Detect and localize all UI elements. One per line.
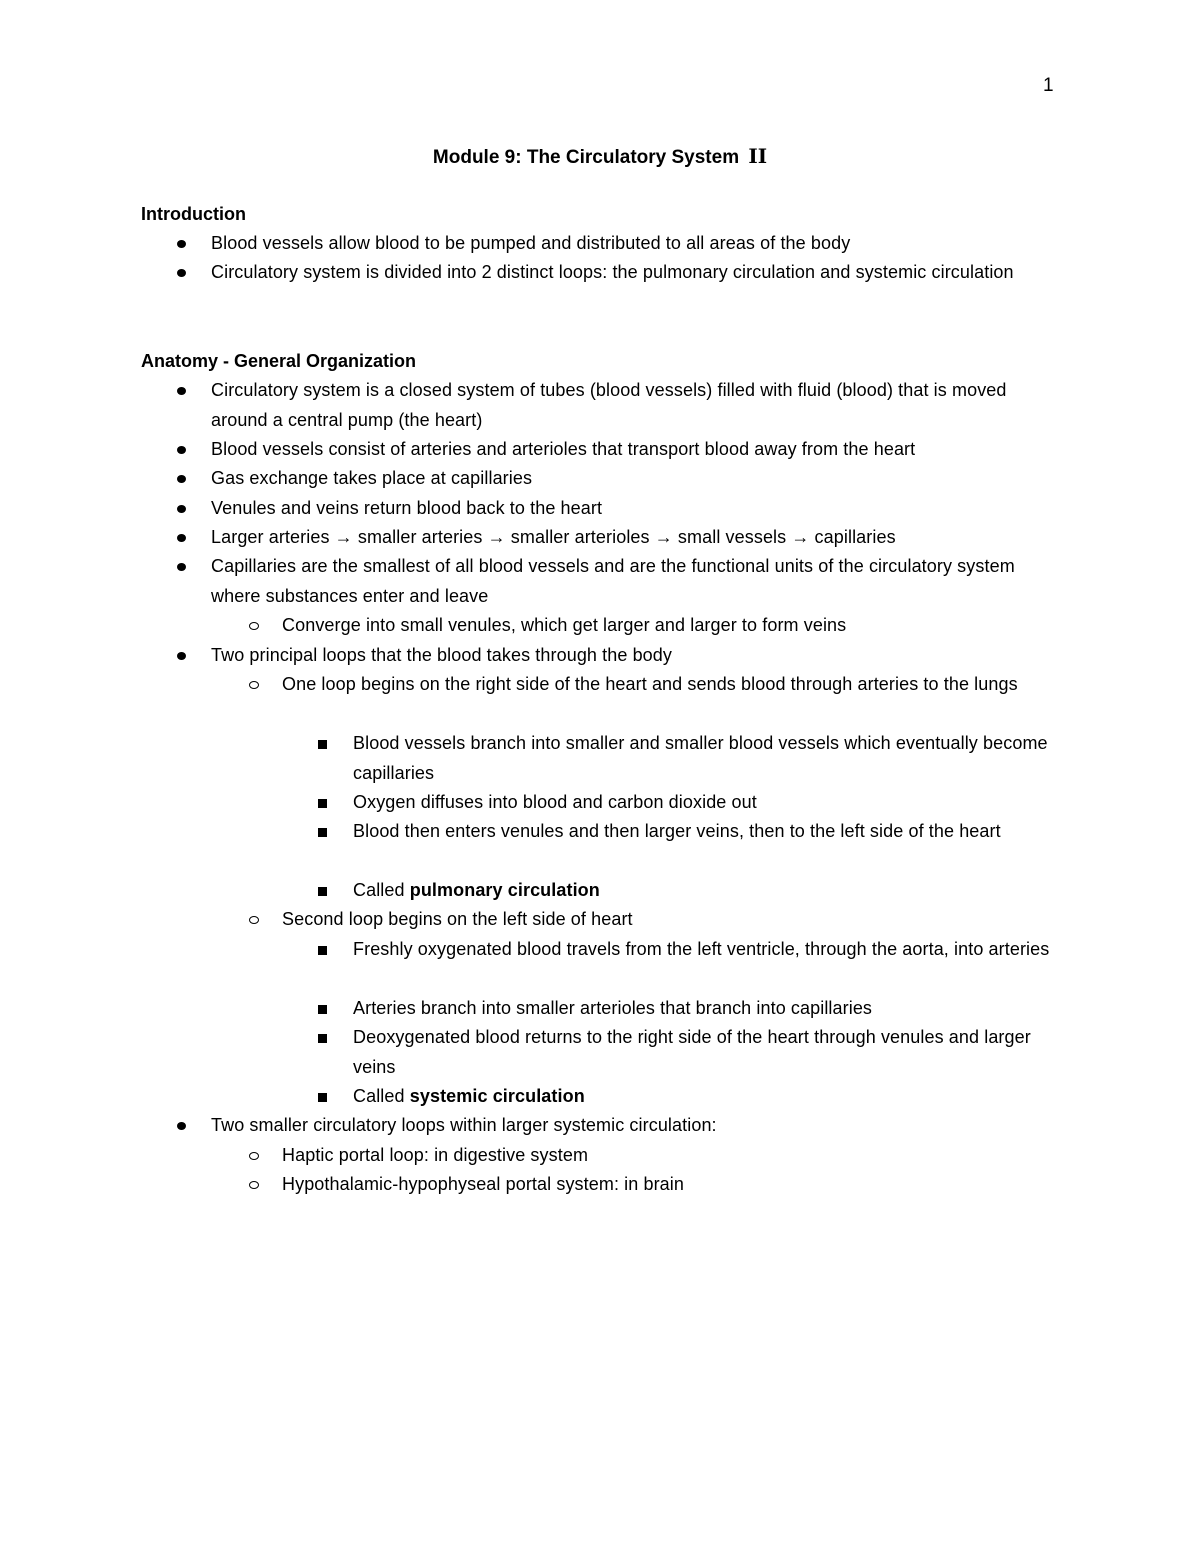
list-item: Arteries branch into smaller arterioles that branch into capillaries: [353, 994, 1053, 1024]
bullet-square-icon: [318, 887, 327, 896]
bullet-disc-icon: [177, 446, 186, 454]
page-number: 1: [1043, 75, 1054, 96]
bullet-disc-icon: [177, 269, 186, 277]
list-item: Converge into small venules, which get larger and larger to form veins: [282, 611, 1052, 641]
title-roman-numeral: II: [748, 144, 768, 168]
section-heading-introduction: Introduction: [141, 204, 246, 224]
bullet-disc-icon: [177, 652, 186, 660]
list-item: Hypothalamic-hypophyseal portal system: in brain: [282, 1170, 1052, 1200]
bullet-square-icon: [318, 946, 327, 955]
bullet-disc-icon: [177, 563, 186, 571]
bullet-square-icon: [318, 799, 327, 808]
list-item: Circulatory system is divided into 2 distinct loops: the pulmonary circulation and systemic circulation: [211, 258, 1031, 288]
bullet-disc-icon: [177, 475, 186, 483]
list-item: Deoxygenated blood returns to the right side of the heart through venules and larger veins: [353, 1023, 1053, 1082]
bullet-circle-icon: [249, 1181, 259, 1189]
list-item: Called systemic circulation: [353, 1082, 1053, 1112]
bullet-disc-icon: [177, 505, 186, 513]
term-systemic-circulation: systemic circulation: [409, 1086, 585, 1106]
list-item: Two smaller circulatory loops within larger systemic circulation:: [211, 1111, 1031, 1141]
title-text: Module 9: The Circulatory System: [432, 147, 740, 168]
bullet-disc-icon: [177, 534, 186, 542]
bullet-circle-icon: [249, 622, 259, 630]
bullet-square-icon: [318, 1093, 327, 1102]
list-item: Oxygen diffuses into blood and carbon dioxide out: [353, 788, 1053, 818]
bullet-disc-icon: [177, 1122, 186, 1130]
list-item: Gas exchange takes place at capillaries: [211, 464, 1031, 494]
bullet-square-icon: [318, 1034, 327, 1043]
bullet-circle-icon: [249, 681, 259, 689]
bullet-square-icon: [318, 828, 327, 837]
list-item: Blood vessels branch into smaller and smaller blood vessels which eventually become capillaries: [353, 729, 1053, 788]
term-pulmonary-circulation: pulmonary circulation: [409, 880, 600, 900]
list-item: Venules and veins return blood back to the heart: [211, 494, 1031, 524]
list-item: Called pulmonary circulation: [353, 876, 1053, 906]
list-item: Blood then enters venules and then larger veins, then to the left side of the heart: [353, 817, 1053, 847]
bullet-circle-icon: [249, 916, 259, 924]
bullet-square-icon: [318, 740, 327, 749]
bullet-disc-icon: [177, 387, 186, 395]
list-item: Capillaries are the smallest of all blood vessels and are the functional units of the circulatory system where substances enter and leave: [211, 552, 1031, 611]
list-item: Larger arteries → smaller arteries → smaller arterioles → small vessels → capillaries: [211, 523, 1031, 553]
list-item: Two principal loops that the blood takes through the body: [211, 641, 1031, 671]
page-title: [0, 143, 1200, 171]
list-item: Haptic portal loop: in digestive system: [282, 1141, 1052, 1171]
list-item: One loop begins on the right side of the heart and sends blood through arteries to the lungs: [282, 670, 1052, 700]
section-heading-anatomy: Anatomy - General Organization: [141, 351, 417, 371]
list-item: Blood vessels consist of arteries and arterioles that transport blood away from the heart: [211, 435, 1031, 465]
list-item: Blood vessels allow blood to be pumped and distributed to all areas of the body: [211, 229, 1031, 259]
bullet-disc-icon: [177, 240, 186, 248]
list-item: Second loop begins on the left side of heart: [282, 905, 1052, 935]
bullet-square-icon: [318, 1005, 327, 1014]
list-item: Circulatory system is a closed system of tubes (blood vessels) filled with fluid (blood) that is moved around a central pump (the heart): [211, 376, 1031, 435]
bullet-circle-icon: [249, 1152, 259, 1160]
list-item: Freshly oxygenated blood travels from the left ventricle, through the aorta, into arteries: [353, 935, 1053, 965]
